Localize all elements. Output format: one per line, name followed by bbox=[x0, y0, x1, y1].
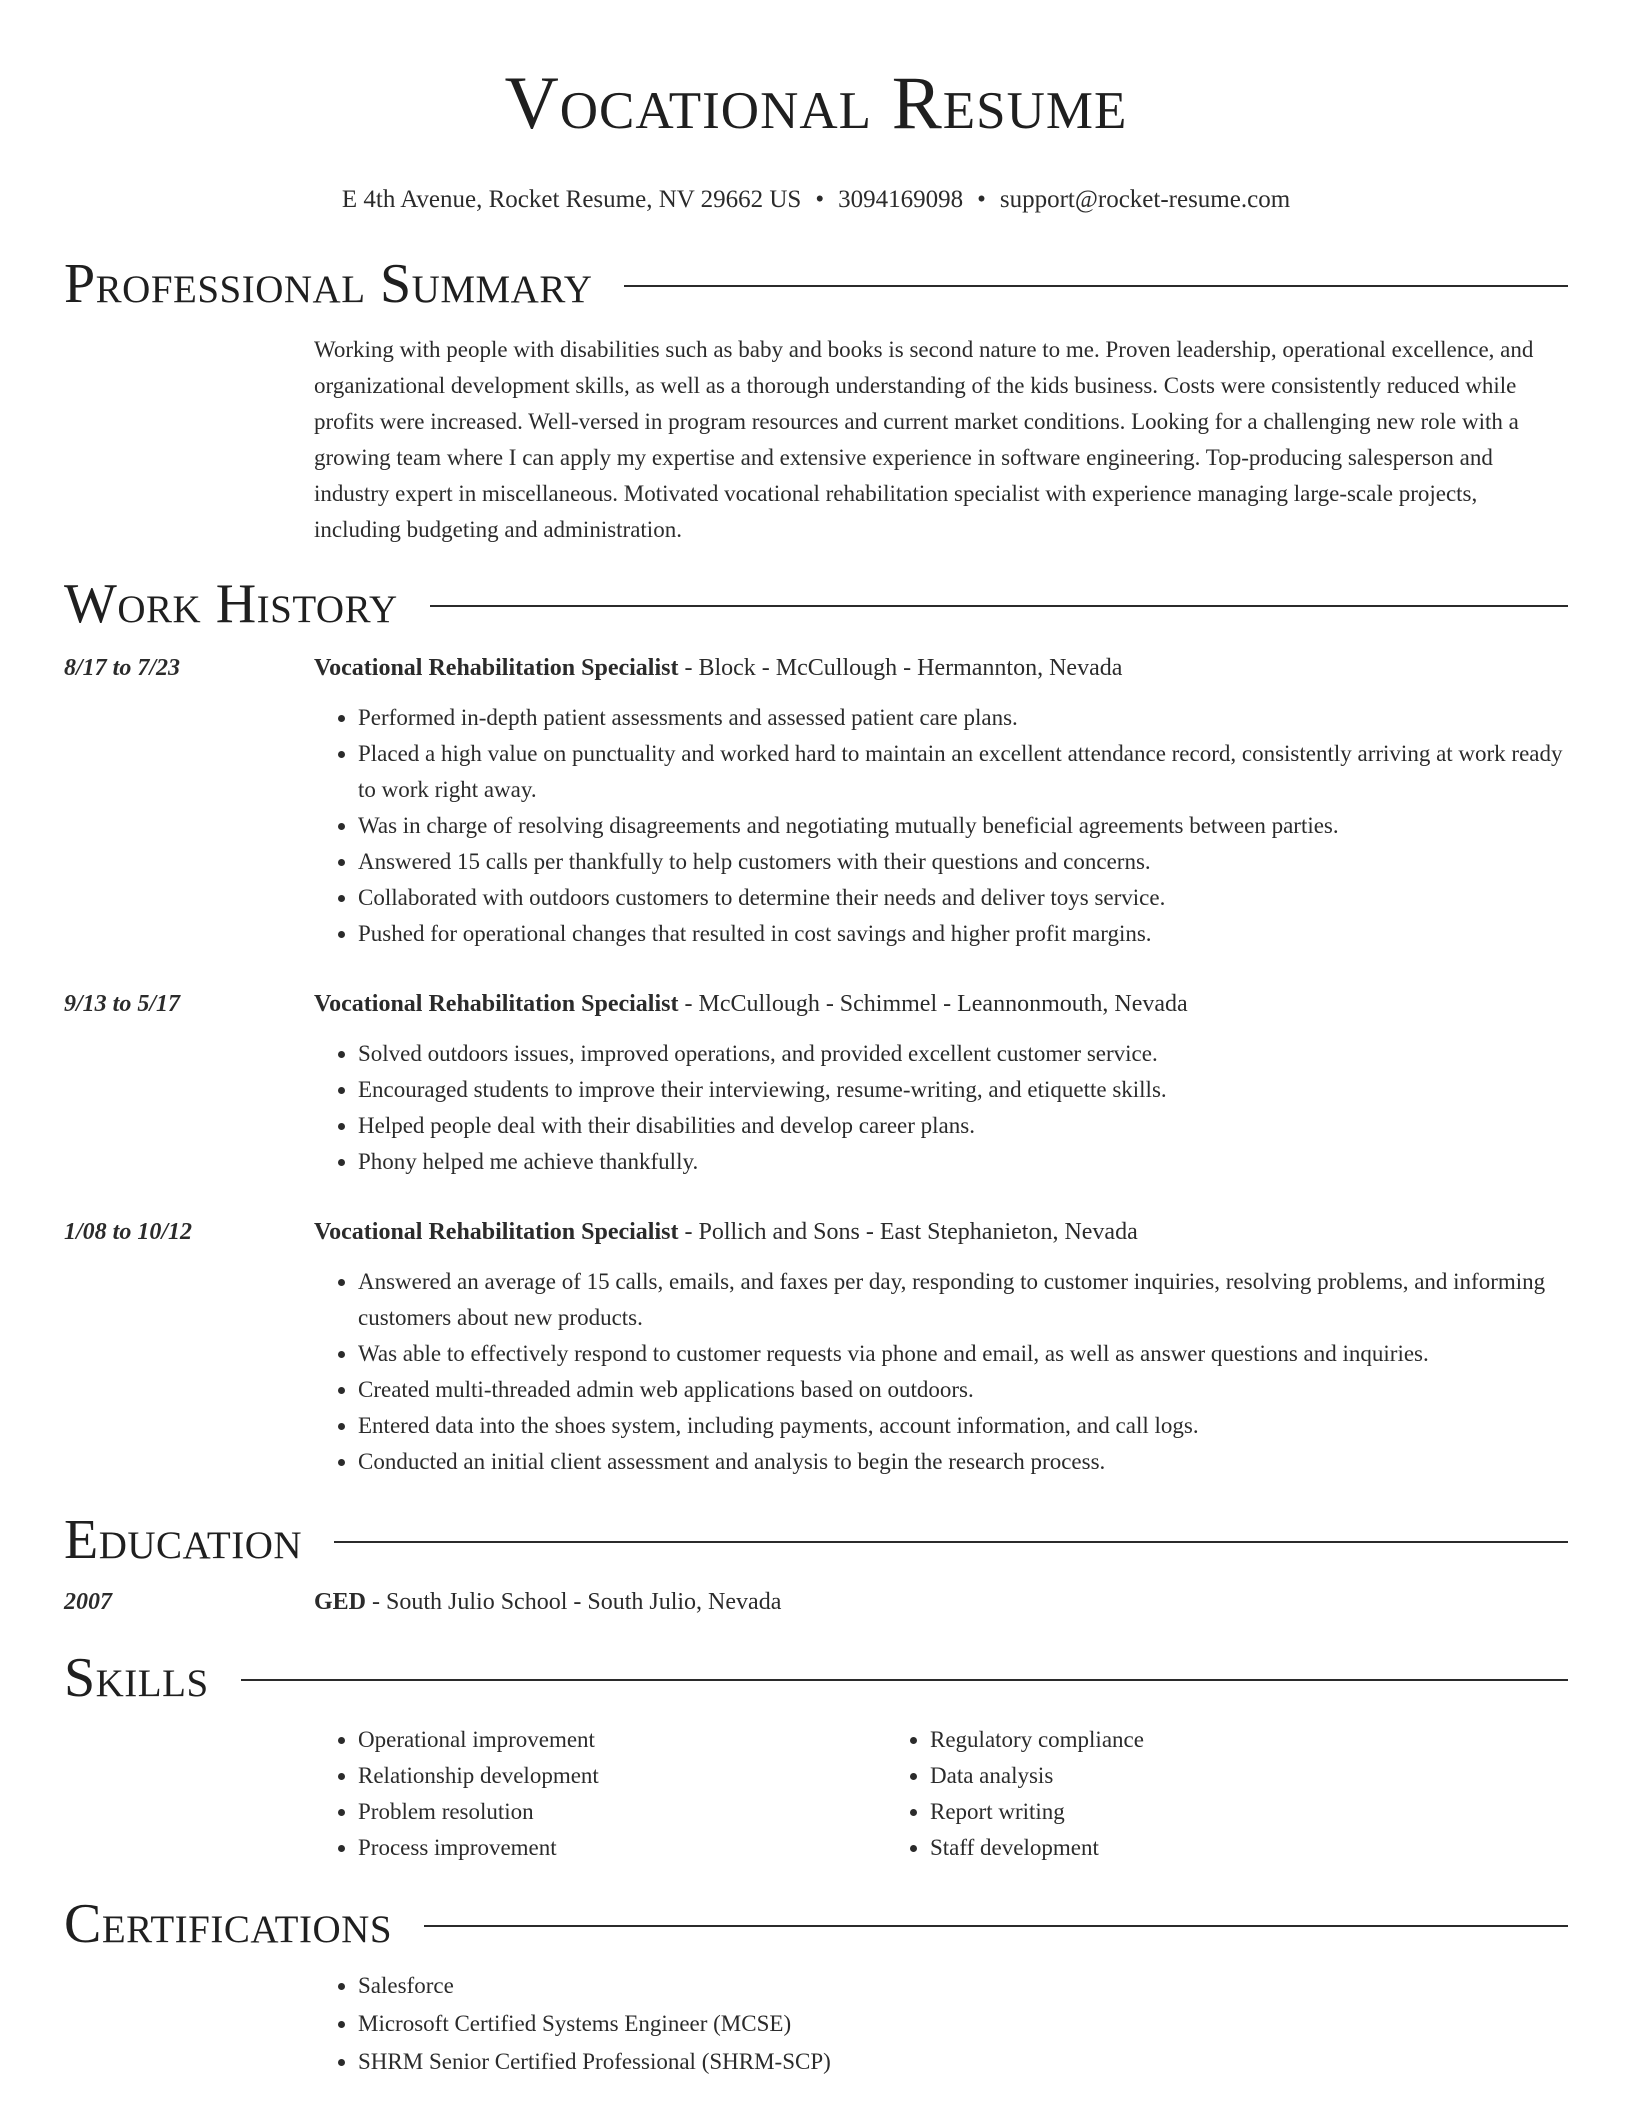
list-item: • Conducted an initial client assessment and analysis to begin the research process. bbox=[358, 1444, 1568, 1480]
education-entry bbox=[64, 1584, 1568, 1620]
job-role: Vocational Rehabilitation Specialist bbox=[314, 655, 679, 681]
job-bullets-row bbox=[64, 686, 1568, 952]
skills-heading bbox=[64, 1648, 1568, 1708]
certifications-row bbox=[64, 1968, 1568, 2080]
skills-column-left bbox=[314, 1722, 886, 1866]
list-item: • Was able to effectively respond to customer requests via phone and email, as well as answer questions and inquiries. bbox=[358, 1336, 1568, 1372]
list-item: • Microsoft Certified Systems Engineer (MCSE) bbox=[358, 2006, 1568, 2042]
list-item: • Answered an average of 15 calls, emails, and faxes per day, responding to customer inquiries, resolving problems, and informing customers about new products. bbox=[358, 1264, 1568, 1336]
summary-row bbox=[64, 332, 1568, 548]
job-dates: 1/08 to 10/12 bbox=[64, 1219, 193, 1245]
job-header bbox=[64, 986, 1568, 1022]
contact-separator: • bbox=[815, 186, 825, 213]
education-heading bbox=[64, 1510, 1568, 1570]
job-role: Vocational Rehabilitation Specialist bbox=[314, 1219, 679, 1245]
job-spacer bbox=[64, 1250, 314, 1480]
list-item: • Phony helped me achieve thankfully. bbox=[358, 1144, 1568, 1180]
phone: 3094169098 bbox=[838, 186, 964, 213]
education-line bbox=[314, 1584, 1568, 1620]
list-item: • Entered data into the shoes system, including payments, account information, and call logs. bbox=[358, 1408, 1568, 1444]
skills-title: Skills bbox=[64, 1647, 209, 1709]
job-entry bbox=[64, 986, 1568, 1180]
summary-text: Working with people with disabilities such as baby and books is second nature to me. Proven leadership, operational excellence, and organizational development skills, as well as a thorough understanding of the kids business. Costs were consistently reduced while profits were increased. Well-versed in program resources and current market conditions. Looking for a challenging new role with a growing team where I can apply my expertise and extensive experience in software engineering. Top-producing salesperson and industry expert in miscellaneous. Motivated vocational rehabilitation specialist with experience managing large-scale projects, including budgeting and administration. bbox=[314, 337, 1534, 542]
list-item: • Was in charge of resolving disagreements and negotiating mutually beneficial agreements between parties. bbox=[358, 808, 1568, 844]
skills-grid bbox=[314, 1722, 1458, 1866]
education-degree: GED bbox=[314, 1589, 367, 1615]
job-spacer bbox=[64, 686, 314, 952]
skills-spacer bbox=[64, 1722, 314, 1866]
job-spacer bbox=[64, 1022, 314, 1180]
section-divider bbox=[334, 1541, 1568, 1543]
contact-separator: • bbox=[977, 186, 986, 213]
skills-section bbox=[64, 1648, 1568, 1866]
list-item: • Data analysis bbox=[930, 1758, 1458, 1794]
section-divider bbox=[430, 605, 1568, 607]
list-item: • Placed a high value on punctuality and worked hard to maintain an excellent attendance record, consistently arriving at work ready to work right away. bbox=[358, 736, 1568, 808]
job-bullets bbox=[314, 1264, 1568, 1480]
summary-section bbox=[64, 254, 1568, 548]
certifications-title: Certifications bbox=[64, 1893, 393, 1955]
section-divider bbox=[241, 1679, 1568, 1681]
resume-header bbox=[64, 0, 1568, 216]
job-bullets-row bbox=[64, 1022, 1568, 1180]
list-item: • Relationship development bbox=[358, 1758, 886, 1794]
email: support@rocket-resume.com bbox=[999, 186, 1291, 213]
section-divider bbox=[424, 1925, 1568, 1927]
job-role: Vocational Rehabilitation Specialist bbox=[314, 991, 679, 1017]
education-title: Education bbox=[64, 1509, 303, 1571]
list-item: • Salesforce bbox=[358, 1968, 1568, 2004]
address: E 4th Avenue, Rocket Resume, NV 29662 US bbox=[341, 186, 802, 213]
list-item: • Staff development bbox=[930, 1830, 1458, 1866]
skills-row bbox=[64, 1722, 1568, 1866]
list-item: • Performed in-depth patient assessments and assessed patient care plans. bbox=[358, 700, 1568, 736]
list-item: • Helped people deal with their disabilities and develop career plans. bbox=[358, 1108, 1568, 1144]
job-bullets-row bbox=[64, 1250, 1568, 1480]
certifications-spacer bbox=[64, 1968, 314, 2080]
list-item: • SHRM Senior Certified Professional (SHRM-SCP) bbox=[358, 2044, 1568, 2080]
work-heading bbox=[64, 574, 1568, 634]
job-bullets bbox=[314, 700, 1568, 952]
education-details: - South Julio School - South Julio, Nevada bbox=[366, 1589, 782, 1615]
job-header bbox=[64, 650, 1568, 686]
certifications-heading bbox=[64, 1894, 1568, 1954]
job-title-line bbox=[314, 1214, 1568, 1250]
resume-name: Vocational Resume bbox=[504, 62, 1128, 145]
job-entry bbox=[64, 650, 1568, 952]
job-entry bbox=[64, 1214, 1568, 1480]
list-item: • Process improvement bbox=[358, 1830, 886, 1866]
list-item: • Pushed for operational changes that resulted in cost savings and higher profit margins. bbox=[358, 916, 1568, 952]
list-item: • Report writing bbox=[930, 1794, 1458, 1830]
job-title-line bbox=[314, 986, 1568, 1022]
list-item: • Answered 15 calls per thankfully to help customers with their questions and concerns. bbox=[358, 844, 1568, 880]
education-section bbox=[64, 1510, 1568, 1620]
work-title: Work History bbox=[64, 573, 398, 635]
list-item: • Solved outdoors issues, improved operations, and provided excellent customer service. bbox=[358, 1036, 1568, 1072]
job-title-line bbox=[314, 650, 1568, 686]
list-item: • Encouraged students to improve their interviewing, resume-writing, and etiquette skills. bbox=[358, 1072, 1568, 1108]
list-item: • Regulatory compliance bbox=[930, 1722, 1458, 1758]
summary-heading bbox=[64, 254, 1568, 314]
education-year: 2007 bbox=[64, 1589, 112, 1615]
list-item: • Created multi-threaded admin web applications based on outdoors. bbox=[358, 1372, 1568, 1408]
summary-title: Professional Summary bbox=[64, 253, 593, 315]
certifications-list bbox=[314, 1968, 1568, 2080]
section-divider bbox=[624, 285, 1568, 287]
summary-spacer bbox=[64, 332, 314, 548]
certifications-section bbox=[64, 1894, 1568, 2080]
job-bullets bbox=[314, 1036, 1568, 1180]
contact-line bbox=[64, 184, 1568, 216]
job-header bbox=[64, 1214, 1568, 1250]
job-details: - McCullough - Schimmel - Leannonmouth, Nevada bbox=[678, 991, 1188, 1017]
job-dates: 9/13 to 5/17 bbox=[64, 991, 181, 1017]
list-item: • Problem resolution bbox=[358, 1794, 886, 1830]
job-details: - Pollich and Sons - East Stephanieton, Nevada bbox=[678, 1219, 1138, 1245]
work-section bbox=[64, 574, 1568, 1480]
list-item: • Collaborated with outdoors customers to determine their needs and deliver toys service. bbox=[358, 880, 1568, 916]
skills-column-right bbox=[886, 1722, 1458, 1866]
list-item: • Operational improvement bbox=[358, 1722, 886, 1758]
job-details: - Block - McCullough - Hermannton, Nevada bbox=[678, 655, 1123, 681]
job-dates: 8/17 to 7/23 bbox=[64, 655, 181, 681]
